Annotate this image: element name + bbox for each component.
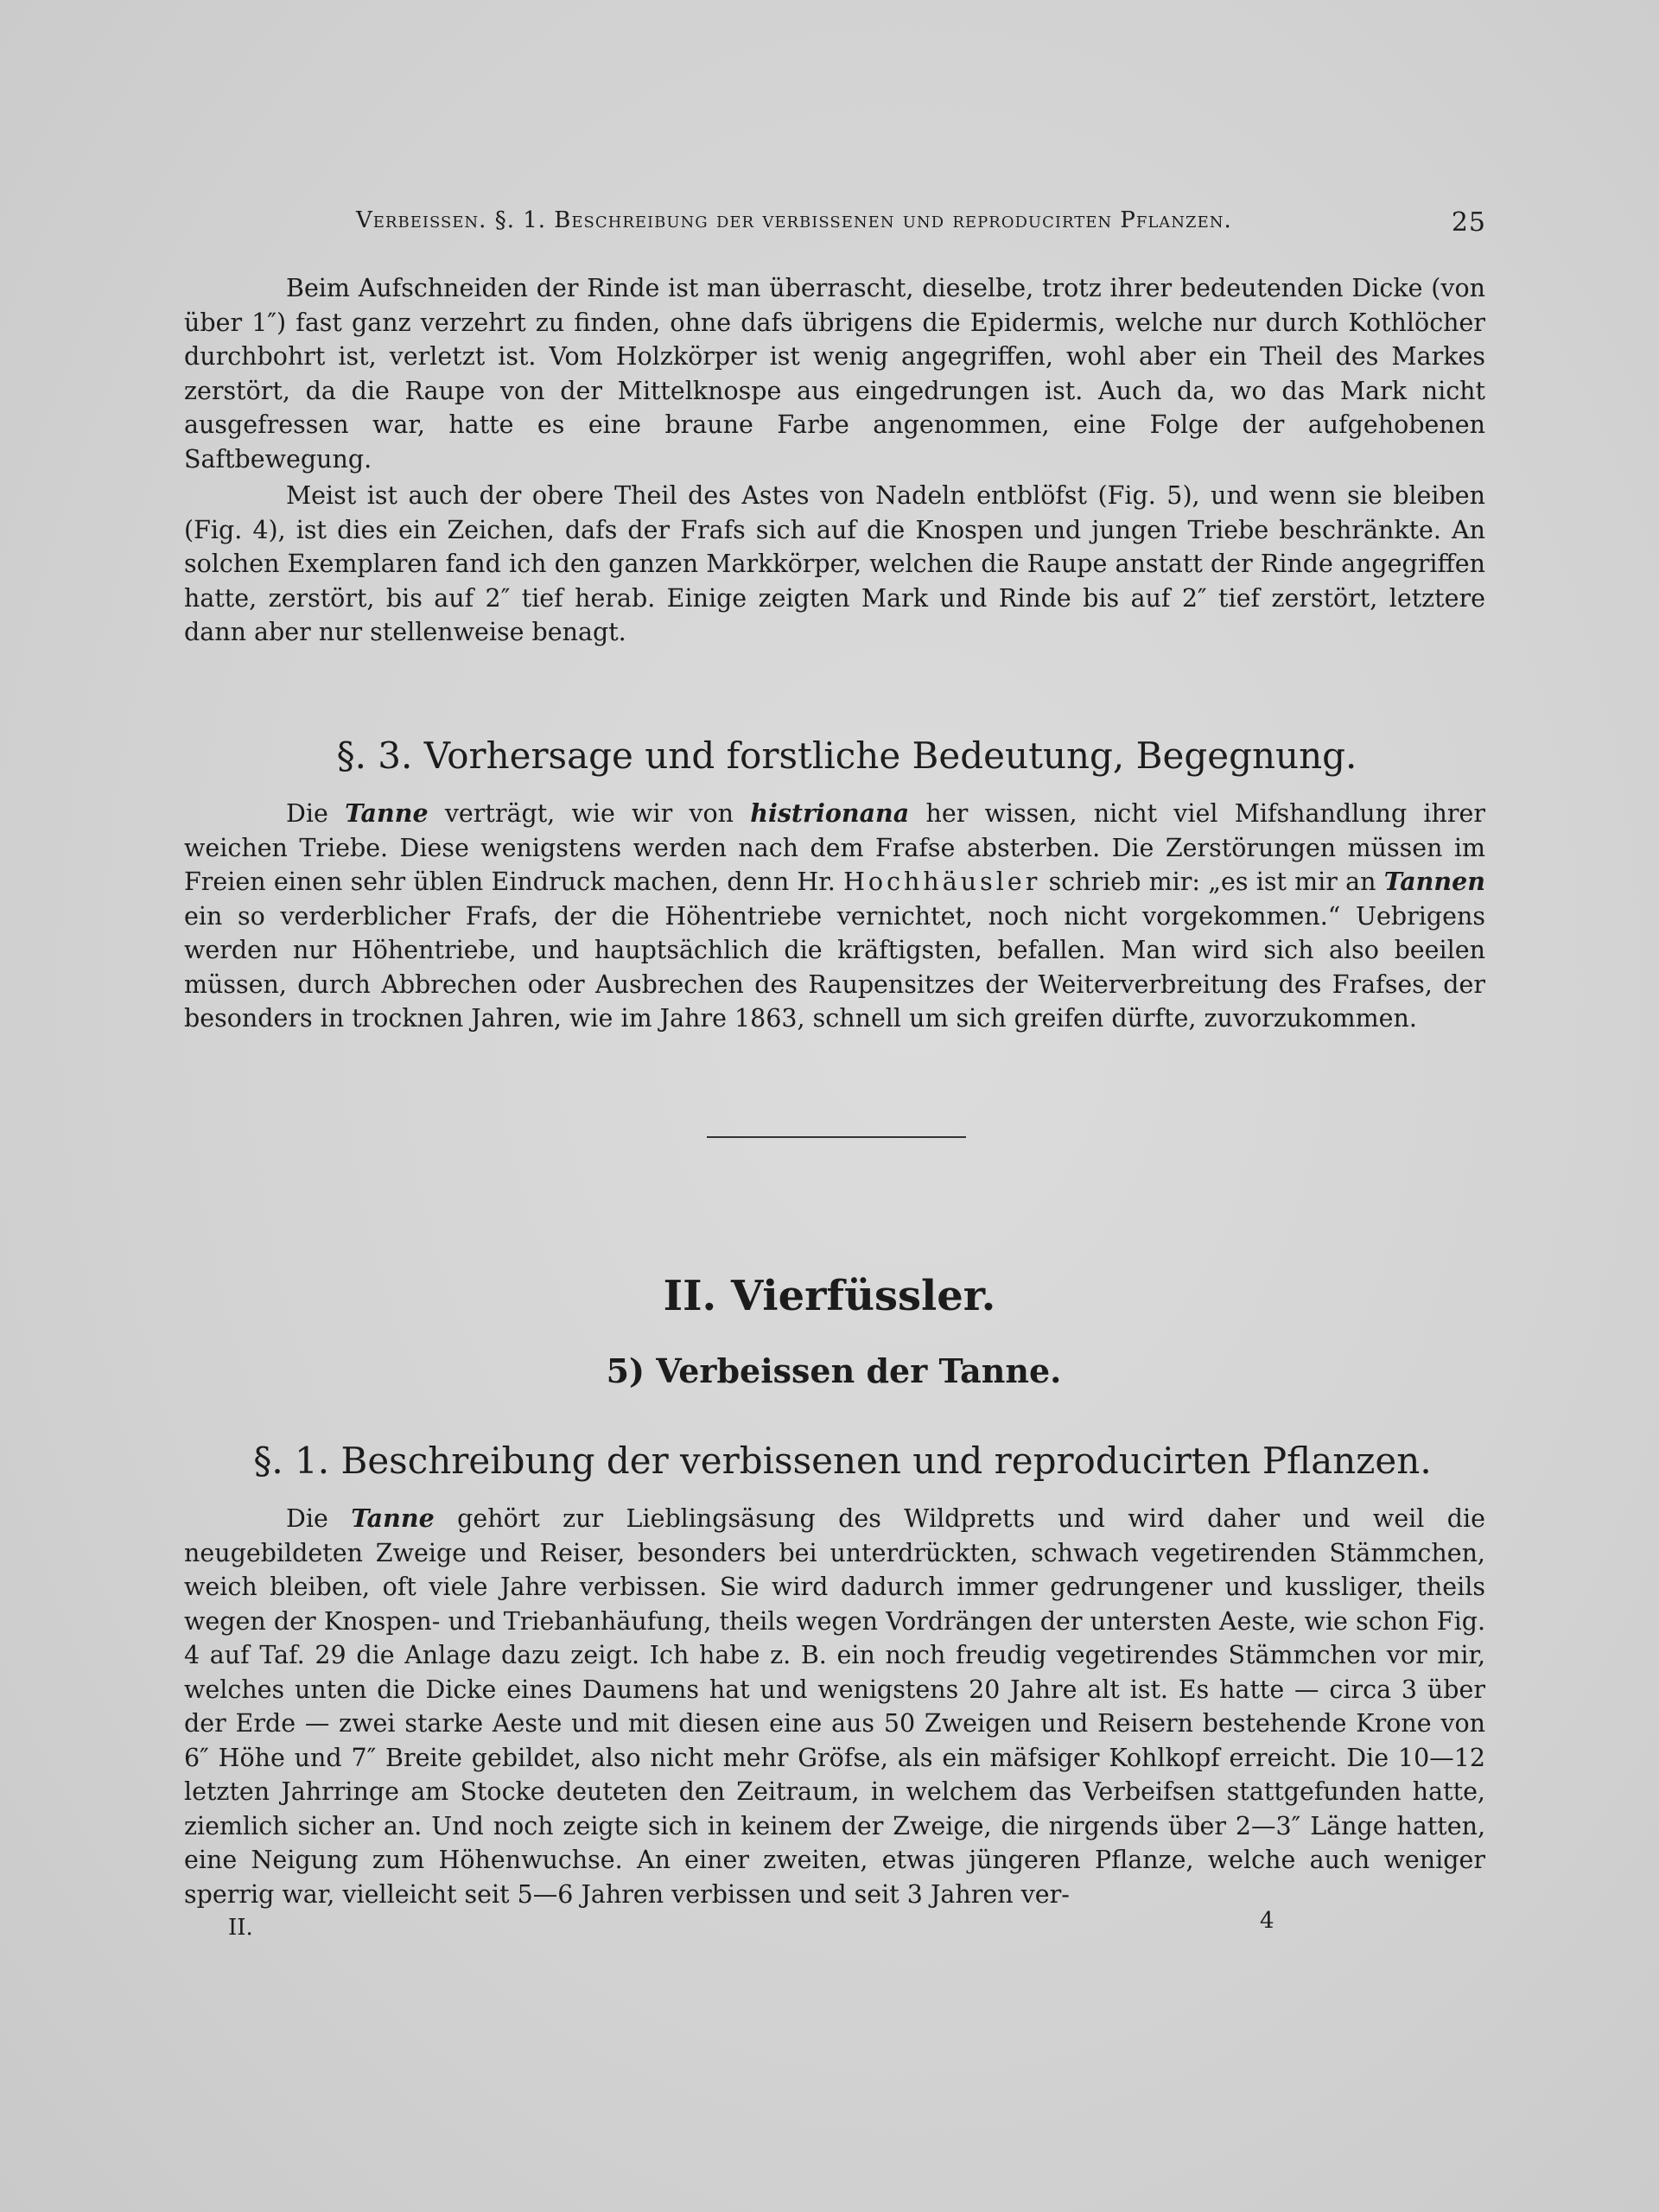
text-run: her wissen, nicht viel Mifshandlung ihrer weichen Triebe. Diese wenigstens werden nach dem Frafse absterben. Die Zerstörungen müssen im Freien einen sehr üblen Eindruck machen, denn Hr.: [184, 799, 1485, 896]
part-heading: II. Vierfüssler.: [663, 1272, 996, 1320]
chapter-heading: 5) Verbeissen der Tanne.: [606, 1351, 1062, 1390]
paragraph-bark-damage: Beim Aufschneiden der Rinde ist man überrascht, dieselbe, trotz ihrer bedeutenden Dicke (von über 1″) fast ganz verzehrt zu finden, ohne dafs übrigens die Epidermis, welche nur durch Kothlöcher durchbohrt ist, verletzt ist. Vom Holzkörper ist wenig angegriffen, wohl aber ein Theil des Markes zerstört, da die Raupe von der Mittelknospe aus eingedrungen ist. Auch da, wo das Mark nicht ausgefressen war, hatte es eine braune Farbe angenommen, eine Folge der aufgehobenen Saftbewegung.: [184, 274, 1485, 474]
running-head-title: Verbeissen. §. 1. Beschreibung der verbissenen und reproducirten Pflanzen.: [356, 207, 1232, 233]
text-run: Die: [286, 1504, 352, 1533]
paragraph-browsing: [184, 1502, 1485, 1911]
text-run: gehört zur Lieblingsäsung des Wildpretts und wird daher und weil die neugebildeten Zweige und Reiser, besonders bei unterdrückten, schwach vegetirenden Stämmchen, weich bleiben, oft viele Jahre verbissen. Sie wird dadurch immer gedrungener und kussliger, theils wegen der Knospen- und Triebanhäufung, theils wegen Vordrängen der untersten Aeste, wie schon Fig. 4 auf Taf. 29 die Anlage dazu zeigt. Ich habe z. B. ein noch freudig vegetirendes Stämmchen vor mir, welches unten die Dicke eines Daumens hat und wenigstens 20 Jahre alt ist. Es hatte — circa 3 über der Erde — zwei starke Aeste und mit diesen eine aus 50 Zweigen und Reisern bestehende Krone von 6″ Höhe und 7″ Breite gebildet, also nicht mehr Gröfse, als ein mäfsiger Kohlkopf erreicht. Die 10—12 letzten Jahrringe am Stocke deuteten den Zeitraum, in welchem das Verbeifsen stattgefunden hatte, ziemlich sicher an. Und noch zeigte sich in keinem der Zweige, die nirgends über 2—3″ Länge hatten, eine Neigung zum Höhenwuchse. An einer zweiten, etwas jüngeren Pflanze, welche auch weniger sperrig war, vielleicht seit 5—6 Jahren verbissen und seit 3 Jahren ver-: [184, 1504, 1486, 1909]
running-head: [356, 207, 1486, 242]
spaced-name-hochhaeusler: Hochhäusler: [843, 868, 1041, 896]
text-run: ein so verderblicher Frafs, der die Höhentriebe vernichtet, noch nicht vorgekommen.“ Uebrigens werden nur Höhentriebe, und hauptsächlich die kräftigsten, befallen. Man wird sich also beeilen müssen, durch Abbrechen oder Ausbrechen des Raupensitzes der Weiterverbreitung des Frafses, der besonders in trocknen Jahren, wie im Jahre 1863, schnell um sich greifen dürfte, zuvorzukommen.: [184, 901, 1485, 1033]
text-run: verträgt, wie wir von: [428, 799, 751, 828]
section-1-heading: §. 1. Beschreibung der verbissenen und reproducirten Pflanzen.: [253, 1440, 1432, 1482]
paragraph-branch-tip: Meist ist auch der obere Theil des Astes von Nadeln entblöfst (Fig. 5), und wenn sie bleiben (Fig. 4), ist dies ein Zeichen, dafs der Frafs sich auf die Knospen und jungen Triebe beschränkte. An solchen Exemplaren fand ich den ganzen Markkörper, welchen die Raupe anstatt der Rinde angegriffen hatte, zerstört, bis auf 2″ tief herab. Einige zeigten Mark und Rinde bis auf 2″ tief zerstört, letztere dann aber nur stellenweise benagt.: [184, 481, 1485, 646]
section-divider: [707, 1136, 966, 1138]
text-run: schrieb mir: „es ist mir an: [1040, 868, 1384, 896]
italic-species-tanne: Tanne: [345, 798, 429, 828]
page-number: 25: [1451, 207, 1486, 238]
signature-mark: 4: [1260, 1908, 1274, 1934]
italic-species-tanne: Tanne: [351, 1503, 435, 1533]
text-run: Die: [286, 799, 346, 828]
italic-species-tannen: Tannen: [1383, 867, 1485, 896]
section-3-heading: §. 3. Vorhersage und forstliche Bedeutung, Begegnung.: [336, 734, 1357, 777]
volume-mark: II.: [228, 1915, 253, 1941]
italic-species-histrionana: histrionana: [750, 798, 910, 828]
paragraph-prognosis: [184, 797, 1485, 1036]
